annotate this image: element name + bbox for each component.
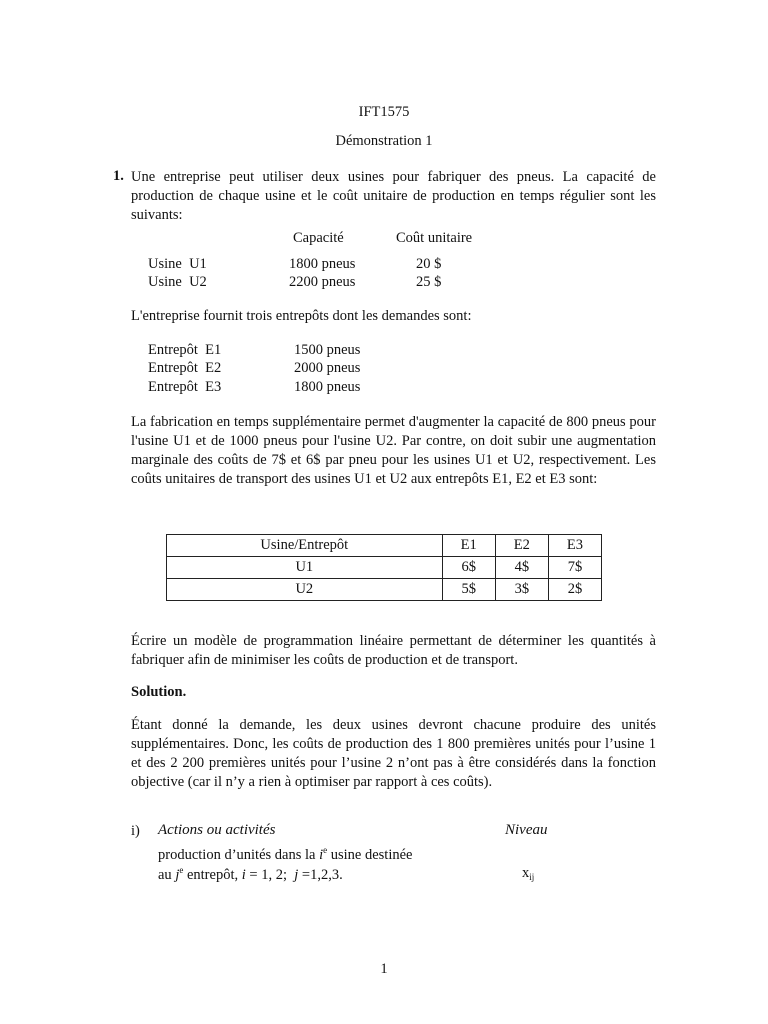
variable-base: x	[522, 865, 530, 881]
page-number: 1	[380, 961, 388, 977]
table-cell: 7$	[548, 557, 601, 579]
course-code: IFT1575	[358, 104, 410, 120]
index-j: j	[294, 867, 299, 883]
table-cell: E2	[495, 535, 548, 557]
unit-cost-header: Coût unitaire	[396, 230, 473, 246]
plant-name: Usine U1	[148, 256, 207, 272]
table-row	[167, 557, 602, 579]
table-cell: 6$	[442, 557, 495, 579]
activity-line-1	[158, 845, 413, 864]
warehouse-demand: 1500 pneus	[294, 342, 361, 358]
activity-line-2	[158, 865, 343, 884]
table-cell: 4$	[495, 557, 548, 579]
table-cell: U1	[167, 557, 443, 579]
overtime-paragraph: La fabrication en temps supplémentaire permet d'augmenter la capacité de 800 pneus pour l'usine U1 et de 1000 pneus pour l'usine U2. Par contre, on doit subir une augmentation marginale des coûts de 7$ et 6$ par pneu pour les usines U1 et U2, respectivement. Les coûts unitaires de transport des usines U1 et U2 aux entrepôts E1, E2 et E3 sont:	[131, 414, 656, 487]
plant-capacity: 2200 pneus	[289, 274, 356, 290]
table-cell: 5$	[442, 579, 495, 601]
superscript: e	[323, 845, 328, 855]
transport-cost-table	[166, 534, 602, 601]
warehouse-demand: 2000 pneus	[294, 360, 361, 376]
solution-label: Solution.	[131, 684, 187, 700]
text-segment: production d’unités dans la	[158, 847, 320, 863]
table-cell: E1	[442, 535, 495, 557]
question-intro: Une entreprise peut utiliser deux usines pour fabriquer des pneus. La capacité de production de chaque usine et le coût unitaire de production en temps régulier sont les suivants:	[131, 169, 656, 223]
plant-cost: 25 $	[416, 274, 442, 290]
table-cell: 2$	[548, 579, 601, 601]
table-row	[167, 579, 602, 601]
table-cell: E3	[548, 535, 601, 557]
warehouse-demand: 1800 pneus	[294, 379, 361, 395]
variable-subscript: ij	[529, 872, 535, 882]
index-j: j	[175, 867, 180, 883]
capacity-header: Capacité	[293, 230, 344, 246]
section-marker: i)	[131, 823, 140, 839]
index-i: i	[319, 847, 324, 863]
warehouse-name: Entrepôt E1	[148, 342, 222, 358]
plant-capacity: 1800 pneus	[289, 256, 356, 272]
text-segment: usine destinée	[327, 847, 413, 863]
text-segment: au	[158, 867, 176, 883]
text-segment: entrepôt,	[183, 867, 242, 883]
table-header-row	[167, 535, 602, 557]
variable-xij	[522, 865, 534, 882]
task-paragraph: Écrire un modèle de programmation linéaire permettant de déterminer les quantités à fabriquer afin de minimiser les coûts de production et de transport.	[131, 633, 656, 668]
index-i: i	[241, 867, 246, 883]
table-cell: U2	[167, 579, 443, 601]
solution-paragraph: Étant donné la demande, les deux usines devront chacune produire des unités supplémentaires. Donc, les coûts de production des 1 800 premières unités pour l’usine 1 et des 2 200 premières unités pour l’usine 2 n’ont pas à être considérés dans la fonction objective (car il n’y a rien à optimiser par rapport à ces coûts).	[131, 717, 656, 790]
level-heading: Niveau	[505, 822, 548, 838]
warehouse-name: Entrepôt E3	[148, 379, 222, 395]
text-segment: = 1, 2;	[245, 867, 295, 883]
activities-heading: Actions ou activités	[158, 822, 276, 838]
table-cell: Usine/Entrepôt	[167, 535, 443, 557]
text-segment: =1,2,3.	[298, 867, 343, 883]
warehouse-name: Entrepôt E2	[148, 360, 222, 376]
superscript: e	[179, 865, 184, 875]
plant-cost: 20 $	[416, 256, 442, 272]
table-cell: 3$	[495, 579, 548, 601]
page-title: Démonstration 1	[335, 133, 433, 149]
question-number: 1.	[113, 168, 124, 184]
plant-name: Usine U2	[148, 274, 207, 290]
warehouse-intro: L'entreprise fournit trois entrepôts dont les demandes sont:	[131, 308, 472, 324]
